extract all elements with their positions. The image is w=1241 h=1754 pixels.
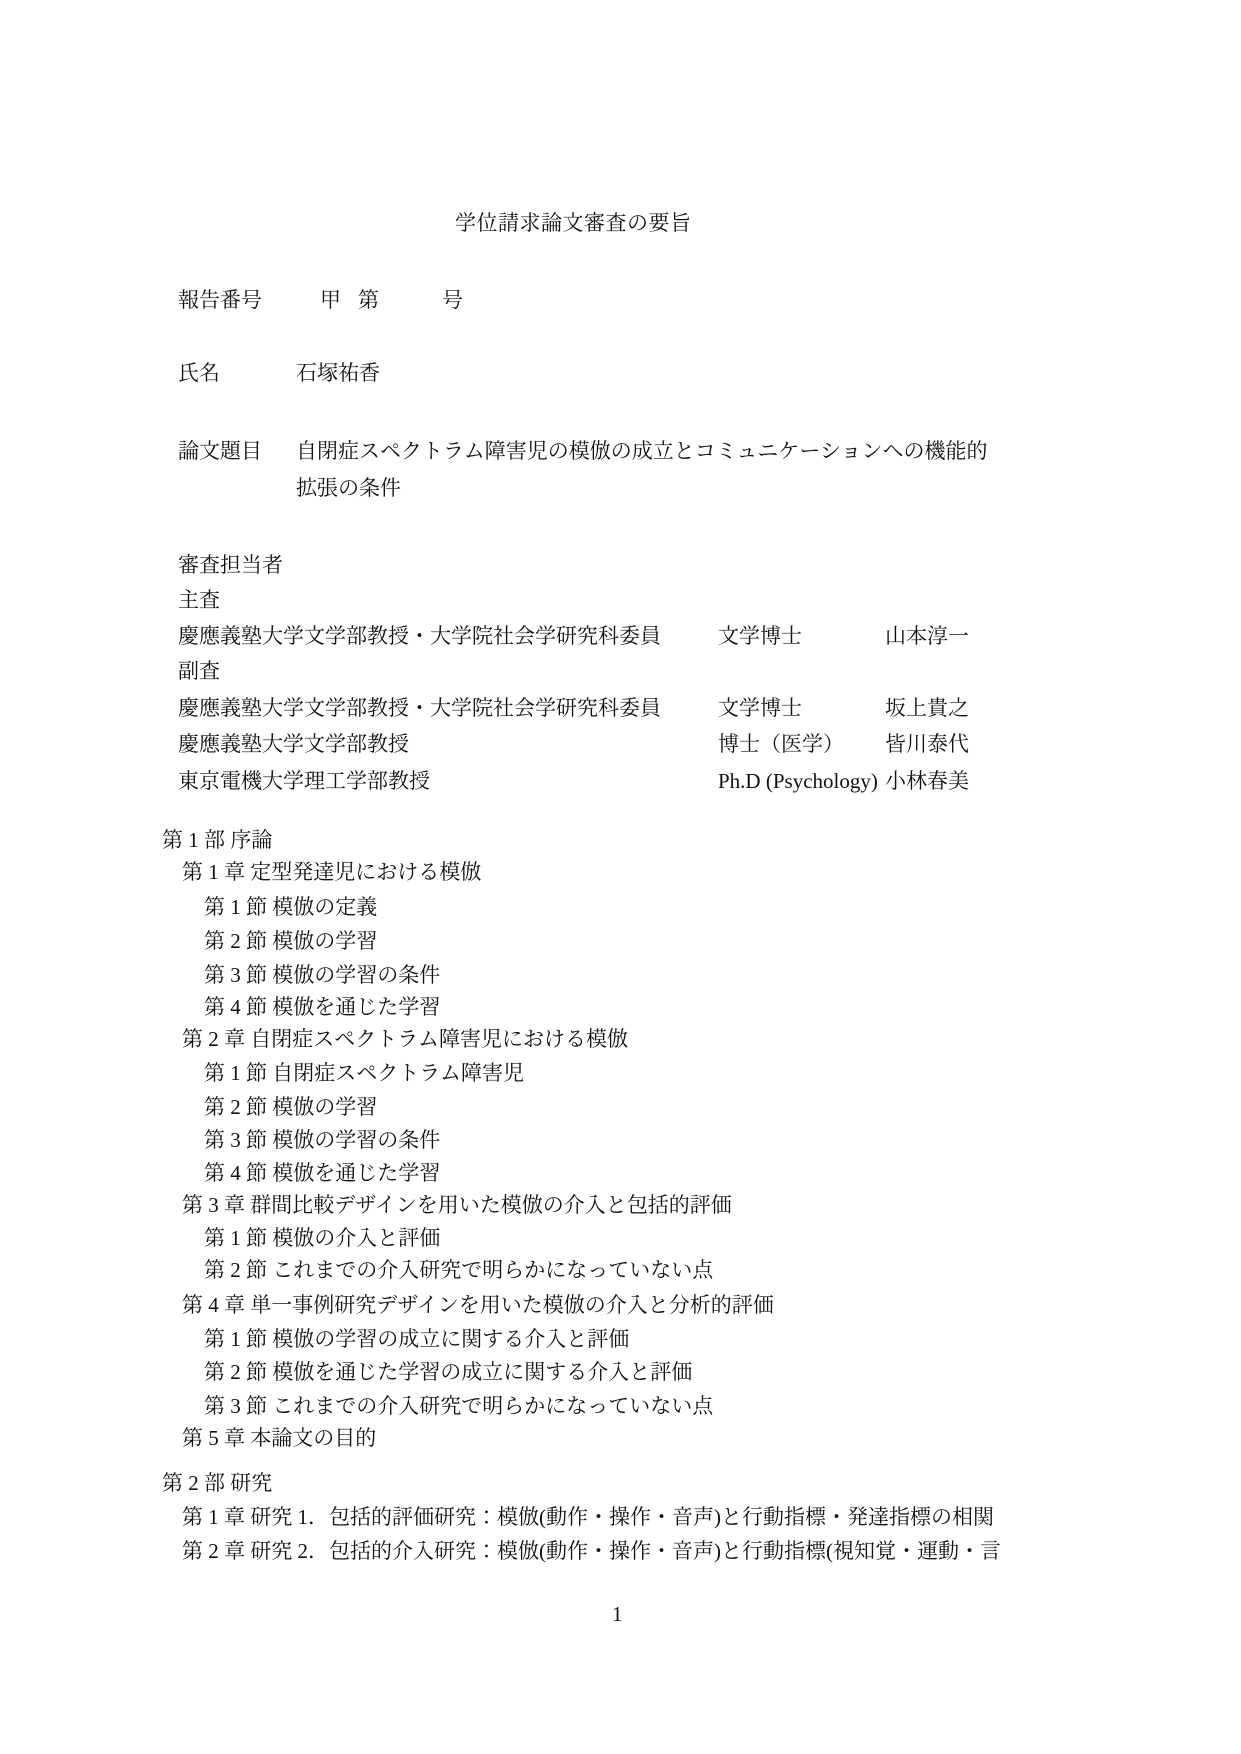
toc-item-chapter: 第 4 章 単一事例研究デザインを用いた模倣の介入と分析的評価 [182,1293,774,1317]
toc-item-section: 第 1 節 模倣の介入と評価 [204,1226,441,1250]
member-degree: 博士（医学） [718,732,844,756]
toc-item-section: 第 1 節 模倣の定義 [204,895,378,919]
member-degree: Ph.D (Psychology) [718,769,878,793]
chief-examiner-label: 主査 [178,588,220,612]
toc-item-section: 第 2 節 これまでの介入研究で明らかになっていない点 [204,1258,714,1282]
member-degree: 文学博士 [718,624,802,648]
toc-item-chapter: 第 3 章 群間比較デザインを用いた模倣の介入と包括的評価 [182,1193,732,1217]
member-name: 山本淳一 [885,624,969,648]
toc-item-section: 第 1 節 模倣の学習の成立に関する介入と評価 [204,1327,630,1351]
member-affiliation: 慶應義塾大学文学部教授 [178,732,409,756]
document-title: 学位請求論文審査の要旨 [455,211,692,235]
member-degree: 文学博士 [718,696,802,720]
member-name: 皆川泰代 [885,732,969,756]
author-name-value: 石塚祐香 [296,361,380,385]
toc-item-section: 第 4 節 模倣を通じた学習 [204,1161,441,1185]
toc-item-chapter: 第 5 章 本論文の目的 [182,1426,377,1450]
thesis-title-line2: 拡張の条件 [296,476,401,500]
member-affiliation: 東京電機大学理工学部教授 [178,769,430,793]
member-affiliation: 慶應義塾大学文学部教授・大学院社会学研究科委員 [178,624,661,648]
toc-item-section: 第 2 節 模倣を通じた学習の成立に関する介入と評価 [204,1360,693,1384]
toc-item-section: 第 3 節 模倣の学習の条件 [204,1128,441,1152]
toc-item-part: 第 2 部 研究 [162,1471,273,1495]
thesis-title-label: 論文題目 [178,439,262,463]
member-affiliation: 慶應義塾大学文学部教授・大学院社会学研究科委員 [178,696,661,720]
committee-header: 審査担当者 [178,553,283,577]
toc-item-part: 第 1 部 序論 [162,828,273,852]
toc-item-section: 第 2 節 模倣の学習 [204,929,378,953]
report-number-label: 報告番号 [178,288,262,312]
toc-item-section: 第 3 節 これまでの介入研究で明らかになっていない点 [204,1394,714,1418]
deputy-examiner-label: 副査 [178,659,220,683]
report-number-prefix: 第 [358,288,379,312]
report-number-suffix: 号 [442,288,463,312]
toc-item-section: 第 3 節 模倣の学習の条件 [204,963,441,987]
author-name-label: 氏名 [178,361,220,385]
toc-item-section: 第 2 節 模倣の学習 [204,1095,378,1119]
page-number: 1 [612,1602,623,1626]
member-name: 小林春美 [885,769,969,793]
toc-item-section: 第 1 節 自閉症スペクトラム障害児 [204,1061,525,1085]
report-number-mark: 甲 [320,288,341,312]
toc-item-chapter: 第 1 章 研究 1．包括的評価研究：模倣(動作・操作・音声)と行動指標・発達指標の相関 [182,1505,994,1529]
toc-item-chapter: 第 1 章 定型発達児における模倣 [182,860,482,884]
toc-item-chapter: 第 2 章 研究 2．包括的介入研究：模倣(動作・操作・音声)と行動指標(視知覚・運動・言 [182,1539,1001,1563]
member-name: 坂上貴之 [885,696,969,720]
toc-item-section: 第 4 節 模倣を通じた学習 [204,995,441,1019]
thesis-title-line1: 自閉症スペクトラム障害児の模倣の成立とコミュニケーションへの機能的 [296,439,988,463]
toc-item-chapter: 第 2 章 自閉症スペクトラム障害児における模倣 [182,1027,629,1051]
